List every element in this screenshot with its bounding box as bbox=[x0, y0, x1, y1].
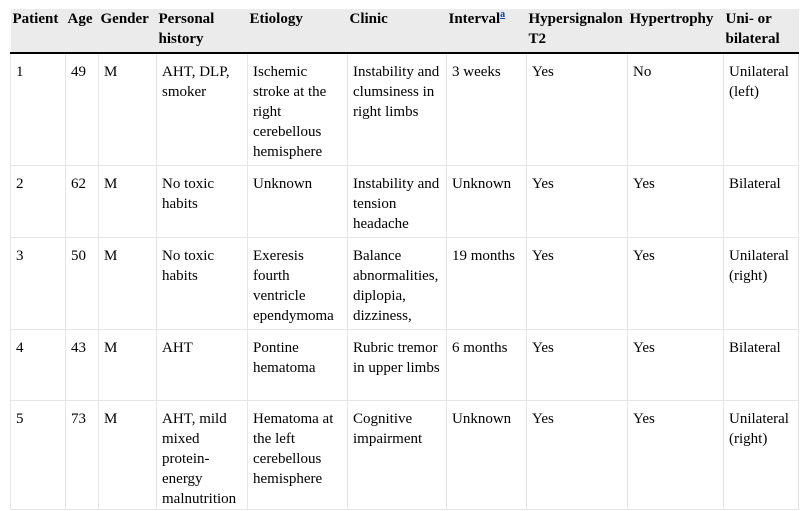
cell-gender: M bbox=[99, 53, 157, 166]
cell-age: 43 bbox=[66, 330, 99, 401]
cell-patient: 1 bbox=[11, 53, 66, 166]
cell-clinic: Balance abnormalities, diplopia, dizziness, bbox=[348, 238, 447, 330]
cell-hypersignal: Yes bbox=[527, 53, 628, 166]
cell-laterality: Unilateral (right) bbox=[724, 238, 799, 330]
table-row bbox=[11, 238, 799, 330]
cell-age: 62 bbox=[66, 166, 99, 238]
cell-patient: 2 bbox=[11, 166, 66, 238]
table-container bbox=[10, 9, 798, 510]
cell-clinic: Cognitive impairment bbox=[348, 401, 447, 510]
patients-table bbox=[10, 9, 799, 510]
cell-age: 73 bbox=[66, 401, 99, 510]
cell-personal-history: No toxic habits bbox=[157, 166, 248, 238]
header-etiology: Etiology bbox=[248, 9, 348, 53]
cell-etiology: Hematoma at the left cerebellous hemisphere bbox=[248, 401, 348, 510]
header-laterality: Uni- or bilateral bbox=[724, 9, 799, 53]
cell-gender: M bbox=[99, 330, 157, 401]
table-row bbox=[11, 53, 799, 166]
cell-age: 49 bbox=[66, 53, 99, 166]
cell-clinic: Instability and clumsiness in right limbs bbox=[348, 53, 447, 166]
cell-personal-history: No toxic habits bbox=[157, 238, 248, 330]
cell-hypersignal: Yes bbox=[527, 330, 628, 401]
cell-personal-history: AHT, mild mixed protein-energy malnutrition bbox=[157, 401, 248, 510]
cell-personal-history: AHT, DLP, smoker bbox=[157, 53, 248, 166]
cell-interval: Unknown bbox=[447, 401, 527, 510]
header-hypertrophy: Hypertrophy bbox=[628, 9, 724, 53]
cell-interval: 3 weeks bbox=[447, 53, 527, 166]
cell-hypertrophy: No bbox=[628, 53, 724, 166]
cell-hypertrophy: Yes bbox=[628, 238, 724, 330]
table-row bbox=[11, 401, 799, 510]
table-row bbox=[11, 166, 799, 238]
cell-interval: 6 months bbox=[447, 330, 527, 401]
cell-hypertrophy: Yes bbox=[628, 401, 724, 510]
header-age: Age bbox=[66, 9, 99, 53]
cell-etiology: Unknown bbox=[248, 166, 348, 238]
header-patient: Patient bbox=[11, 9, 66, 53]
cell-interval: 19 months bbox=[447, 238, 527, 330]
cell-personal-history: AHT bbox=[157, 330, 248, 401]
cell-hypersignal: Yes bbox=[527, 238, 628, 330]
table-row bbox=[11, 330, 799, 401]
cell-clinic: Instability and tension headache bbox=[348, 166, 447, 238]
cell-patient: 5 bbox=[11, 401, 66, 510]
cell-laterality: Unilateral (left) bbox=[724, 53, 799, 166]
cell-gender: M bbox=[99, 401, 157, 510]
header-personal-history: Personal history bbox=[157, 9, 248, 53]
cell-clinic: Rubric tremor in upper limbs bbox=[348, 330, 447, 401]
cell-etiology: Exeresis fourth ventricle ependymoma bbox=[248, 238, 348, 330]
header-clinic: Clinic bbox=[348, 9, 447, 53]
table-header-row bbox=[11, 9, 799, 53]
cell-laterality: Bilateral bbox=[724, 166, 799, 238]
header-interval bbox=[447, 9, 527, 53]
cell-hypertrophy: Yes bbox=[628, 166, 724, 238]
cell-patient: 4 bbox=[11, 330, 66, 401]
header-hypersignal: Hypersignalon T2 bbox=[527, 9, 628, 53]
cell-etiology: Pontine hematoma bbox=[248, 330, 348, 401]
cell-etiology: Ischemic stroke at the right cerebellous hemisphere bbox=[248, 53, 348, 166]
cell-gender: M bbox=[99, 238, 157, 330]
cell-hypersignal: Yes bbox=[527, 166, 628, 238]
cell-laterality: Unilateral (right) bbox=[724, 401, 799, 510]
cell-age: 50 bbox=[66, 238, 99, 330]
cell-patient: 3 bbox=[11, 238, 66, 330]
cell-hypertrophy: Yes bbox=[628, 330, 724, 401]
cell-gender: M bbox=[99, 166, 157, 238]
cell-laterality: Bilateral bbox=[724, 330, 799, 401]
footnote-a-link[interactable]: a bbox=[500, 9, 506, 20]
header-interval-label: Interval bbox=[448, 11, 501, 27]
cell-hypersignal: Yes bbox=[527, 401, 628, 510]
cell-interval: Unknown bbox=[447, 166, 527, 238]
header-gender: Gender bbox=[99, 9, 157, 53]
